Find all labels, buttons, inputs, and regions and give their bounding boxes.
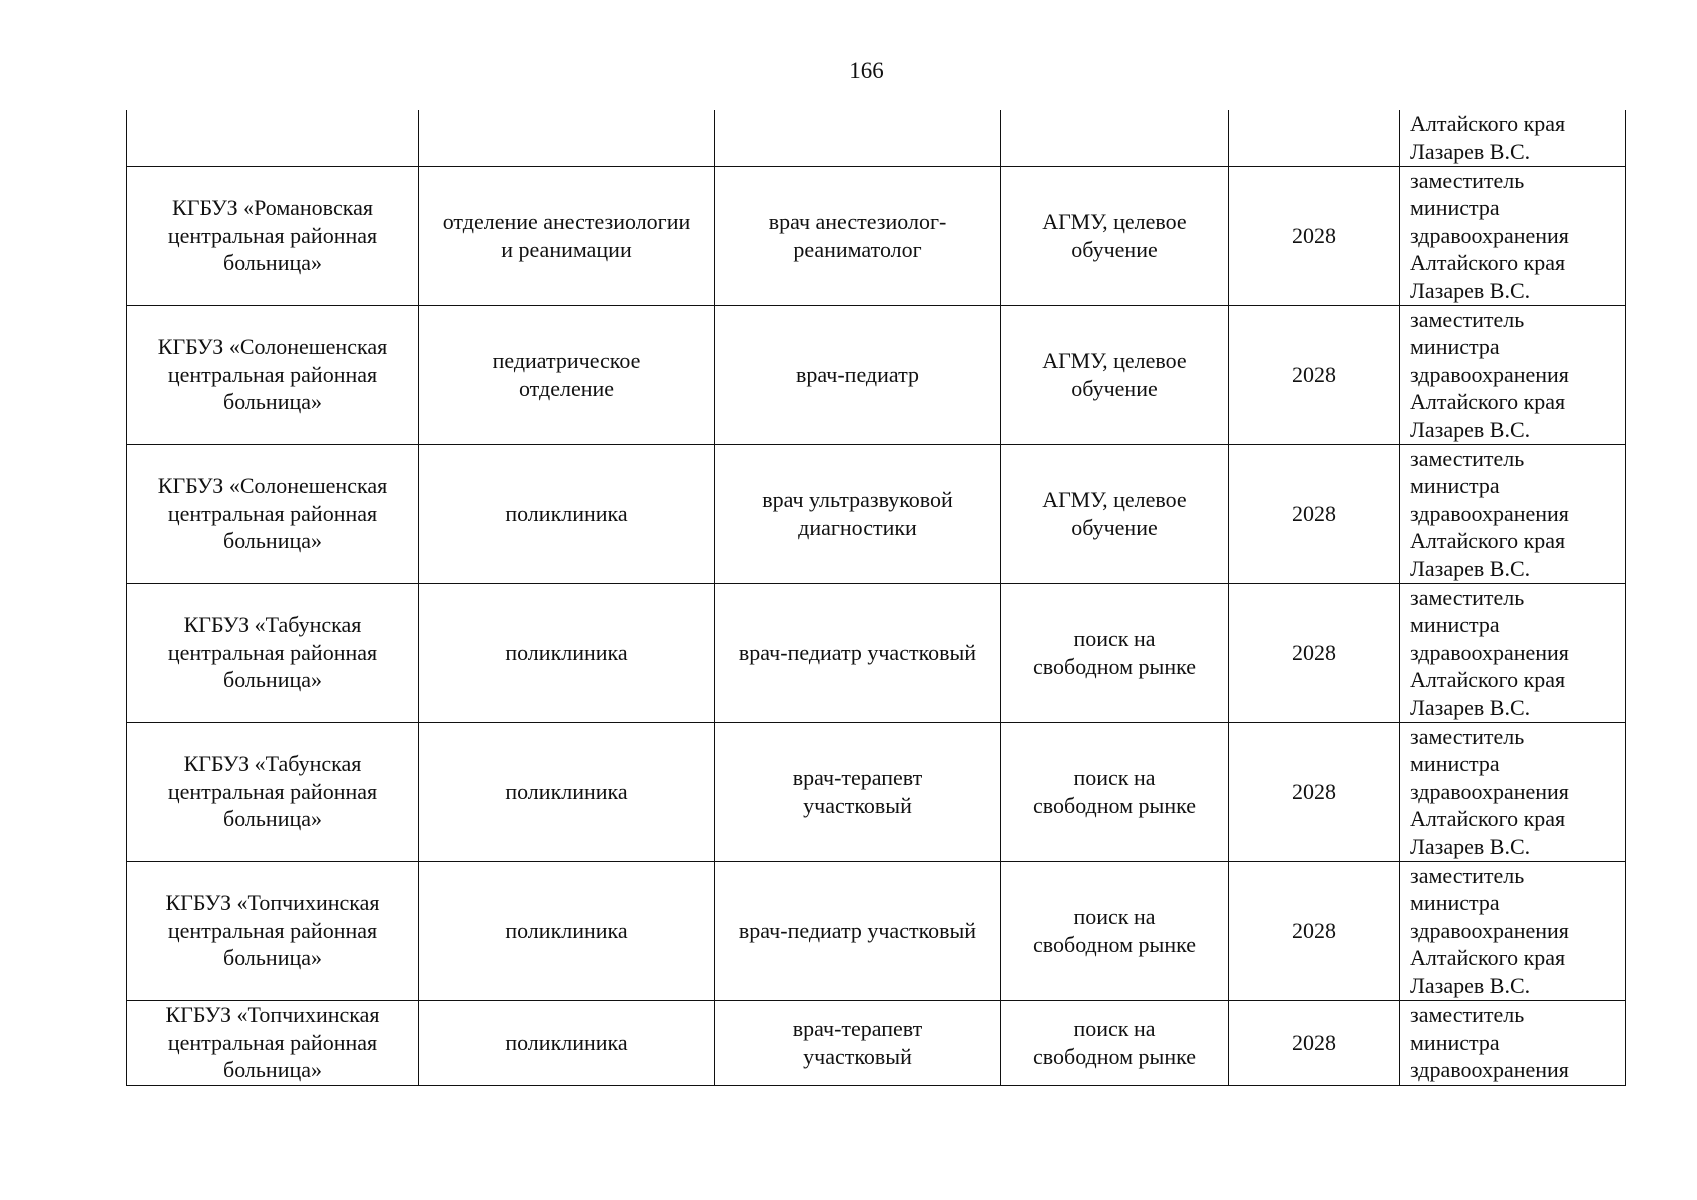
year-cell	[1229, 110, 1400, 166]
organization-cell: КГБУЗ «Топчихинская центральная районная больница»	[127, 1000, 419, 1085]
specialty-cell: врач-терапевт участковый	[715, 1000, 1001, 1085]
year-cell: 2028	[1229, 305, 1400, 444]
specialty-cell: врач анестезиолог- реаниматолог	[715, 166, 1001, 305]
specialty-cell: врач-педиатр участковый	[715, 861, 1001, 1000]
responsible-cell: заместитель министра здравоохранения Алтайского края Лазарев В.С.	[1400, 166, 1626, 305]
year-cell: 2028	[1229, 722, 1400, 861]
specialty-cell: врач-терапевт участковый	[715, 722, 1001, 861]
organization-cell: КГБУЗ «Табунская центральная районная больница»	[127, 583, 419, 722]
source-cell: поиск на свободном рынке	[1001, 861, 1229, 1000]
staffing-table	[126, 110, 1626, 1086]
source-cell	[1001, 110, 1229, 166]
department-cell: поликлиника	[419, 583, 715, 722]
responsible-cell: заместитель министра здравоохранения Алтайского края Лазарев В.С.	[1400, 583, 1626, 722]
department-cell: поликлиника	[419, 444, 715, 583]
organization-cell: КГБУЗ «Солонешенская центральная районная больница»	[127, 305, 419, 444]
table-row	[127, 1000, 1626, 1085]
page-number: 166	[849, 58, 884, 83]
table-row	[127, 722, 1626, 861]
source-cell: поиск на свободном рынке	[1001, 1000, 1229, 1085]
department-cell	[419, 110, 715, 166]
organization-cell: КГБУЗ «Романовская центральная районная больница»	[127, 166, 419, 305]
table-row	[127, 444, 1626, 583]
organization-cell: КГБУЗ «Топчихинская центральная районная больница»	[127, 861, 419, 1000]
specialty-cell: врач-педиатр участковый	[715, 583, 1001, 722]
year-cell: 2028	[1229, 1000, 1400, 1085]
source-cell: АГМУ, целевое обучение	[1001, 305, 1229, 444]
year-cell: 2028	[1229, 166, 1400, 305]
table-row	[127, 305, 1626, 444]
year-cell: 2028	[1229, 444, 1400, 583]
organization-cell: КГБУЗ «Солонешенская центральная районная больница»	[127, 444, 419, 583]
organization-cell	[127, 110, 419, 166]
year-cell: 2028	[1229, 583, 1400, 722]
table-row	[127, 583, 1626, 722]
responsible-cell: заместитель министра здравоохранения Алтайского края Лазарев В.С.	[1400, 722, 1626, 861]
department-cell: педиатрическое отделение	[419, 305, 715, 444]
department-cell: поликлиника	[419, 722, 715, 861]
source-cell: поиск на свободном рынке	[1001, 583, 1229, 722]
specialty-cell	[715, 110, 1001, 166]
specialty-cell: врач-педиатр	[715, 305, 1001, 444]
organization-cell: КГБУЗ «Табунская центральная районная больница»	[127, 722, 419, 861]
responsible-cell: Алтайского края Лазарев В.С.	[1400, 110, 1626, 166]
responsible-cell: заместитель министра здравоохранения	[1400, 1000, 1626, 1085]
source-cell: АГМУ, целевое обучение	[1001, 166, 1229, 305]
source-cell: АГМУ, целевое обучение	[1001, 444, 1229, 583]
table-row	[127, 166, 1626, 305]
department-cell: поликлиника	[419, 861, 715, 1000]
specialty-cell: врач ультразвуковой диагностики	[715, 444, 1001, 583]
responsible-cell: заместитель министра здравоохранения Алтайского края Лазарев В.С.	[1400, 861, 1626, 1000]
department-cell: отделение анестезиологии и реанимации	[419, 166, 715, 305]
table-row	[127, 861, 1626, 1000]
source-cell: поиск на свободном рынке	[1001, 722, 1229, 861]
table-row	[127, 110, 1626, 166]
responsible-cell: заместитель министра здравоохранения Алтайского края Лазарев В.С.	[1400, 305, 1626, 444]
year-cell: 2028	[1229, 861, 1400, 1000]
department-cell: поликлиника	[419, 1000, 715, 1085]
responsible-cell: заместитель министра здравоохранения Алтайского края Лазарев В.С.	[1400, 444, 1626, 583]
